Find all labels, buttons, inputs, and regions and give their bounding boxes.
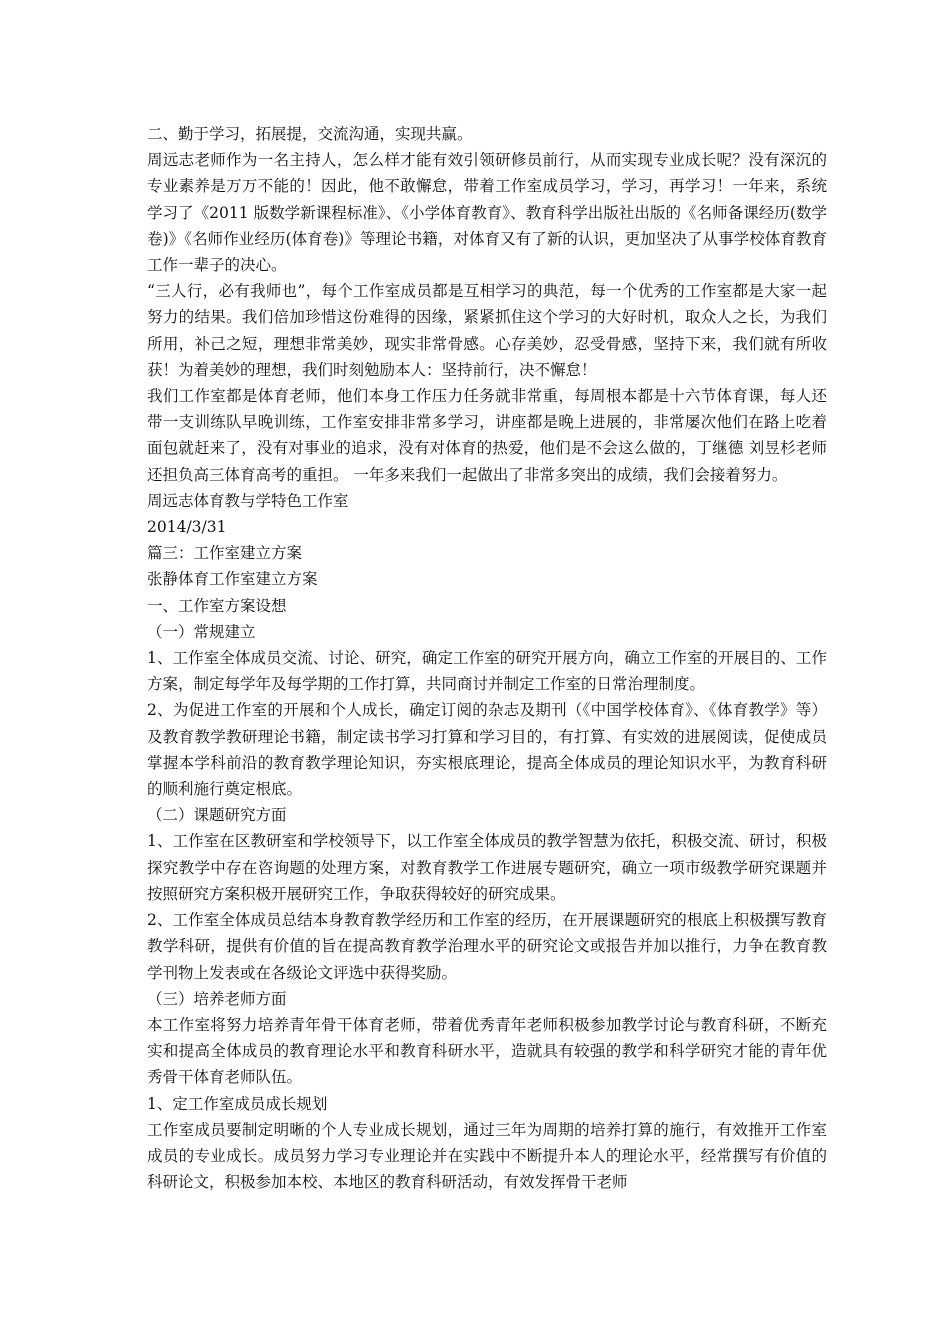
paragraph-growth-plan: 工作室成员要制定明晰的个人专业成长规划，通过三年为周期的培养打算的施行，有效推开工作室成员的专业成长。成员努力学习专业理论并在实践中不断提升本人的理论水平，经常撰写有价值的科研论文，积极参加本校、本地区的教育科研活动，有效发挥骨干老师 — [147, 1120, 827, 1192]
subheading-training: （三）培养老师方面 — [147, 989, 287, 1008]
chapter-title: 篇三：工作室建立方案 — [147, 544, 303, 563]
item-research-2: 2、工作室全体成员总结本身教育教学经历和工作室的经历，在开展课题研究的根底上积极撰写教育教学科研，提供有价值的旨在提高教育教学治理水平的研究论文或报告并加以推行，力争在教育教学刊物上发表或在各级论文评选中获得奖励。 — [147, 911, 827, 982]
paragraph-mutual-learning: “三人行，必有我师也”，每个工作室成员都是互相学习的典范，每一个优秀的工作室都是大家一起努力的结果。我们倍加珍惜这份难得的因缘，紧紧抓住这个学习的大好时机，取众人之长，为我们所用，补己之短，理想非常美妙，现实非常骨感。心存美妙，忍受骨感，坚持下来，我们就有所收获！为着美妙的理想，我们时刻勉励本人：坚持前行，决不懈怠！ — [147, 282, 827, 379]
paragraph-team-effort: 我们工作室都是体育老师，他们本身工作压力任务就非常重，每周根本都是十六节体育课，每人还带一支训练队早晚训练，工作室安排非常多学习，讲座都是晚上进展的，非常屡次他们在路上吃着面包就赶来了，没有对事业的追求，没有对体育的热爱，他们是不会这么做的，丁继德 刘昱杉老师还担负高三体育高考的重担。 一年多来我们一起做出了非常多突出的成绩，我们会接着努力。 — [147, 387, 827, 484]
item-research-1: 1、工作室在区教研室和学校领导下，以工作室全体成员的教学智慧为依托，积极交流、研讨，积极探究教学中存在咨询题的处理方案，对教育教学工作进展专题研究，确立一项市级教学研究课题并按照研究方案积极开展研究工作，争取获得较好的研究成果。 — [147, 832, 827, 903]
signature-studio: 周远志体育教与学特色工作室 — [147, 491, 349, 510]
section-heading-two: 二、勤于学习，拓展提，交流沟通，实现共赢。 — [147, 125, 473, 143]
subheading-routine: （一）常规建立 — [147, 622, 256, 641]
document-body — [147, 121, 827, 1195]
signature-date: 2014/3/31 — [147, 518, 227, 537]
plan-title: 张静体育工作室建立方案 — [147, 570, 318, 589]
paragraph-study: 周远志老师作为一名主持人，怎么样才能有效引领研修员前行，从而实现专业成长呢？没有深沉的专业素养是万万不能的！因此，他不敢懈怠，带着工作室成员学习，学习，再学习！一年来，系统学习了《2011 版数学新课程标准》、《小学体育教育》、教育科学出版社出版的《名师备课经历(数学卷)》《名师作业经历(体育卷)》等理论书籍，对体育又有了新的认识，更加坚决了从事学校体育教育工作一辈子的决心。 — [147, 151, 827, 275]
item-growth-plan: 1、定工作室成员成长规划 — [147, 1094, 328, 1113]
subheading-research: （二）课题研究方面 — [147, 806, 287, 825]
section-heading-plan: 一、工作室方案设想 — [147, 596, 287, 615]
item-routine-2: 2、为促进工作室的开展和个人成长，确定订阅的杂志及期刊（《中国学校体育》、《体育教学》等）及教育教学教研理论书籍，制定读书学习打算和学习目的，有打算、有实效的进展阅读，促使成员掌握本学科前沿的教育教学理论知识，夯实根底理论，提高全体成员的理论知识水平，为教育科研的顺利施行奠定根底。 — [147, 701, 827, 799]
item-routine-1: 1、工作室全体成员交流、讨论、研究，确定工作室的研究开展方向，确立工作室的开展目的、工作方案，制定每学年及每学期的工作打算，共同商讨并制定工作室的日常治理制度。 — [147, 649, 827, 694]
paragraph-training: 本工作室将努力培养青年骨干体育老师，带着优秀青年老师积极参加教学讨论与教育科研，不断充实和提高全体成员的教育理论水平和教育科研水平，造就具有较强的教学和科学研究才能的青年优秀骨干体育老师队伍。 — [147, 1015, 827, 1087]
